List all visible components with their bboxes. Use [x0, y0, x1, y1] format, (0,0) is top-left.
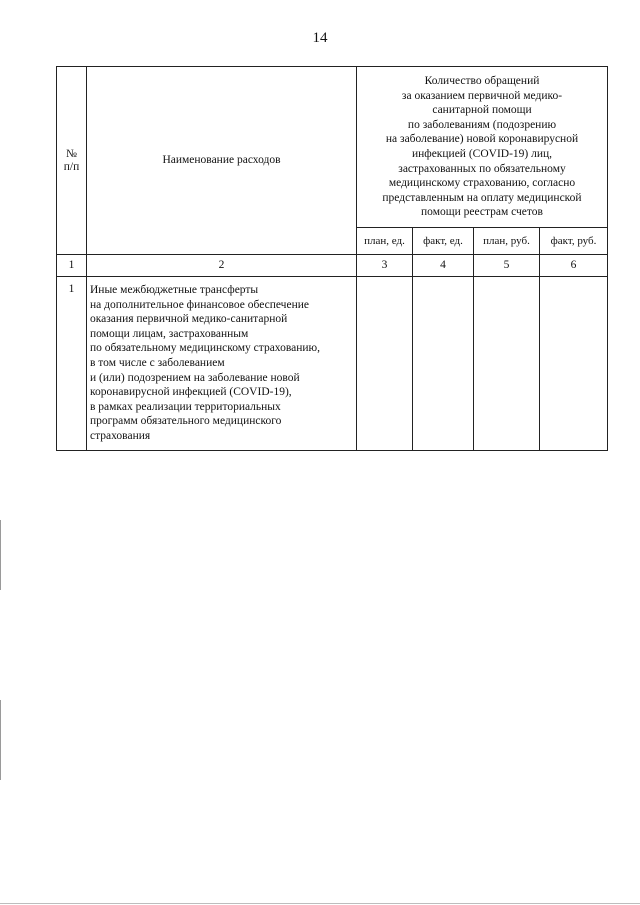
row-expense-line: и (или) подозрением на заболевание новой — [90, 371, 300, 384]
row-expense-line: в рамках реализации территориальных — [90, 400, 281, 413]
scan-edge-mark — [0, 520, 1, 590]
header-name-cell — [87, 67, 357, 255]
column-number: 1 — [57, 255, 87, 277]
scan-edge-mark — [0, 700, 1, 780]
header-group-line: санитарной помощи — [432, 104, 532, 117]
header-group-line: застрахованных по обязательному — [398, 162, 566, 175]
expenses-table — [56, 66, 608, 451]
header-group-line: Количество обращений — [424, 75, 540, 88]
subheader-fact-units: факт, ед. — [413, 228, 474, 255]
column-number: 4 — [413, 255, 474, 277]
row-plan-rubles — [474, 277, 540, 451]
row-fact-rubles — [540, 277, 608, 451]
header-group-line: помощи реестрам счетов — [421, 206, 543, 219]
header-name-label: Наименование расходов — [162, 154, 281, 166]
scan-bottom-edge — [0, 903, 640, 904]
subheader-plan-rubles: план, руб. — [474, 228, 540, 255]
row-expense-line: по обязательному медицинскому страхованию, — [90, 342, 321, 355]
column-number: 3 — [357, 255, 413, 277]
row-expense-line: на дополнительное финансовое обеспечение — [90, 298, 309, 311]
row-number: 1 — [57, 277, 87, 451]
row-fact-units — [413, 277, 474, 451]
row-expense-line: страхования — [90, 429, 151, 442]
page-number: 14 — [312, 30, 328, 46]
header-group-cell — [357, 67, 608, 228]
header-group-line: медицинскому страхованию, согласно — [388, 177, 576, 190]
header-group-line: представленным на оплату медицинской — [382, 191, 582, 204]
row-expense-name — [87, 277, 357, 451]
header-group-line: на заболевание) новой коронавирусной — [385, 133, 579, 146]
subheader-fact-rubles: факт, руб. — [540, 228, 608, 255]
row-expense-line: коронавирусной инфекцией (COVID-19), — [90, 386, 292, 399]
row-expense-line: Иные межбюджетные трансферты — [90, 284, 259, 296]
row-plan-units — [357, 277, 413, 451]
header-group-line: инфекцией (COVID-19) лиц, — [411, 148, 553, 160]
header-number-sublabel: п/п — [63, 160, 80, 173]
header-group-line: по заболеваниям (подозрению — [407, 118, 557, 131]
column-number: 2 — [87, 255, 357, 277]
header-group-line: за оказанием первичной медико- — [401, 89, 563, 102]
column-number: 6 — [540, 255, 608, 277]
column-numbers-row — [57, 255, 608, 277]
row-expense-line: в том числе с заболеванием — [90, 356, 225, 369]
row-expense-line: программ обязательного медицинского — [90, 415, 282, 428]
row-expense-line: помощи лицам, застрахованным — [90, 327, 249, 340]
header-number-cell — [57, 67, 87, 255]
table-row — [57, 277, 608, 451]
subheader-plan-units: план, ед. — [357, 228, 413, 255]
row-expense-line: оказания первичной медико-санитарной — [90, 313, 288, 326]
header-number-label: № — [66, 147, 77, 160]
column-number: 5 — [474, 255, 540, 277]
